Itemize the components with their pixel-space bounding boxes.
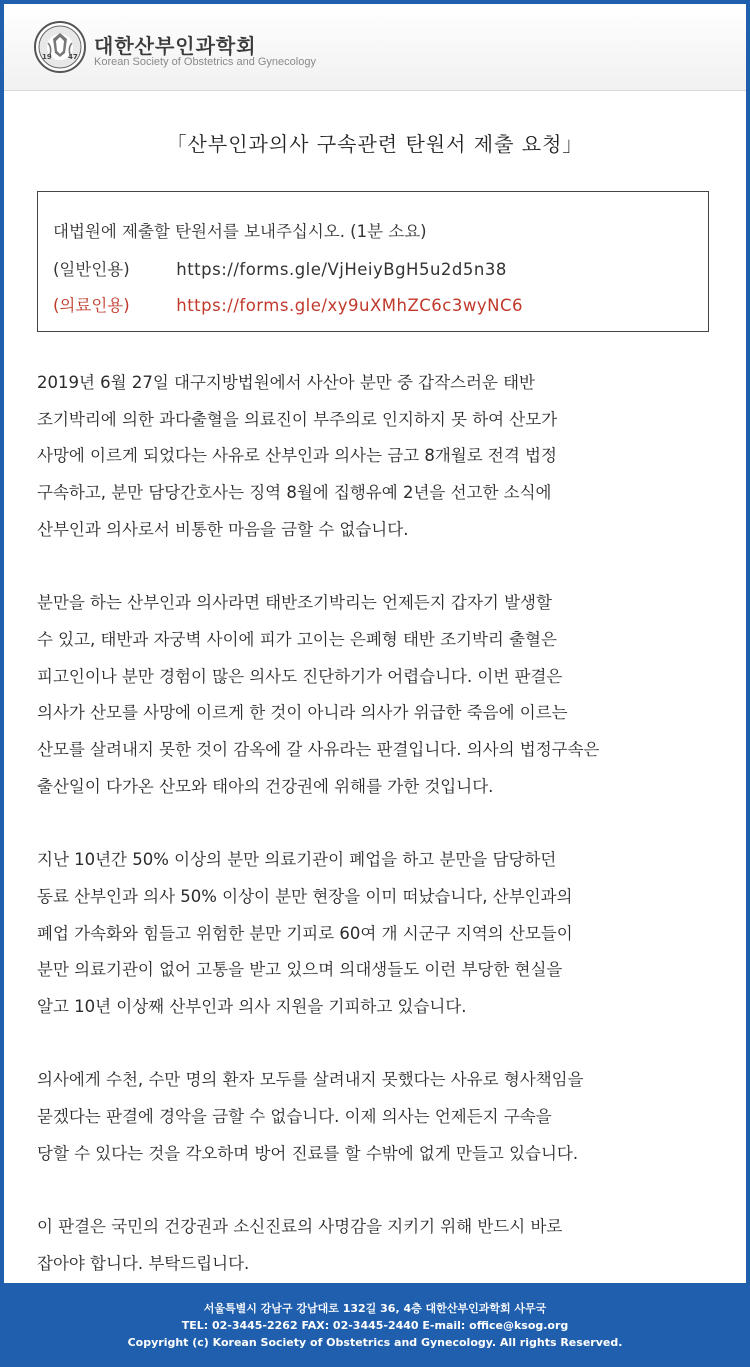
paragraph-line: 의사가 산모를 사망에 이르게 한 것이 아니라 의사가 위급한 죽음에 이르는	[37, 703, 568, 723]
society-name-english: Korean Society of Obstetrics and Gynecology	[94, 56, 316, 68]
paragraph-line: 알고 10년 이상째 산부인과 의사 지원을 기피하고 있습니다.	[37, 996, 467, 1016]
paragraph-line: 의사에게 수천, 수만 명의 환자 모두를 살려내지 못했다는 사유로 형사책임을	[37, 1070, 584, 1090]
paragraph-line: 분만을 하는 산부인과 의사라면 태반조기박리는 언제든지 갑자기 발생할	[37, 593, 552, 613]
paragraph	[37, 585, 719, 805]
page-title: 「산부인과의사 구속관련 탄원서 제출 요청」	[166, 132, 584, 156]
petition-notice-box	[37, 191, 709, 332]
seal-year-right: 47	[68, 53, 78, 61]
paragraph-line: 사망에 이르게 되었다는 사유로 산부인과 의사는 금고 8개월로 전격 법정	[37, 446, 557, 466]
letter-card	[4, 4, 746, 1283]
footer-copyright: Copyright (c) Korean Society of Obstetrics and Gynecology. All rights Reserved.	[127, 1336, 623, 1349]
society-seal-logo	[34, 21, 86, 73]
paragraph-line: 지난 10년간 50% 이상의 분만 의료기관이 폐업을 하고 분만을 담당하던	[37, 850, 557, 870]
general-petition-link[interactable]: https://forms.gle/VjHeiyBgH5u2d5n38	[176, 260, 507, 279]
paragraph	[37, 842, 719, 1026]
paragraph-line: 폐업 가속화와 힘들고 위험한 분만 기피로 60여 개 시군구 지역의 산모들이	[37, 923, 573, 943]
paragraph	[37, 365, 719, 549]
paragraph-line: 분만 의료기관이 없어 고통을 받고 있으며 의대생들도 이런 부당한 현실을	[37, 960, 563, 980]
header	[4, 4, 746, 91]
footer-address: 서울특별시 강남구 강남대로 132길 36, 4층 대한산부인과학회 사무국	[203, 1302, 547, 1315]
medical-petition-row	[53, 292, 523, 316]
paragraph-line: 동료 산부인과 의사 50% 이상이 분만 현장을 이미 떠났습니다, 산부인과의	[37, 886, 573, 906]
footer-contact: TEL: 02-3445-2262 FAX: 02-3445-2440 E-mail: office@ksog.org	[181, 1319, 569, 1332]
paragraph-line: 수 있고, 태반과 자궁벽 사이에 피가 고이는 은폐형 태반 조기박리 출혈은	[37, 629, 557, 649]
paragraph-line: 당할 수 있다는 것을 각오하며 방어 진료를 할 수밖에 없게 만들고 있습니다.	[37, 1143, 579, 1163]
paragraph-line: 이 판결은 국민의 건강권과 소신진료의 사명감을 지키기 위해 반드시 바로	[37, 1217, 563, 1237]
paragraph-line: 묻겠다는 판결에 경악을 금할 수 없습니다. 이제 의사는 언제든지 구속을	[37, 1107, 552, 1127]
paragraph-line: 구속하고, 분만 담당간호사는 징역 8월에 집행유예 2년을 선고한 소식에	[37, 483, 552, 503]
paragraph-line: 피고인이나 분만 경험이 많은 의사도 진단하기가 어렵습니다. 이번 판결은	[37, 666, 563, 686]
paragraph	[37, 1209, 719, 1282]
paragraph	[37, 1062, 719, 1172]
medical-petition-link[interactable]: https://forms.gle/xy9uXMhZC6c3wyNC6	[176, 296, 523, 315]
society-name-korean: 대한산부인과학회	[94, 34, 257, 58]
medical-label: (의료인용)	[53, 296, 130, 315]
paragraph-line: 산부인과 의사로서 비통한 마음을 금할 수 없습니다.	[37, 519, 409, 539]
petition-body	[37, 365, 719, 1319]
seal-emblem-icon	[36, 23, 84, 71]
notice-instruction: 대법원에 제출할 탄원서를 보내주십시오. (1분 소요)	[53, 222, 427, 241]
paragraph-line: 잡아야 합니다. 부탁드립니다.	[37, 1253, 250, 1273]
general-label: (일반인용)	[53, 260, 130, 279]
general-petition-row	[53, 256, 507, 280]
seal-year-left: 19	[42, 53, 52, 61]
paragraph-line: 2019년 6월 27일 대구지방법원에서 사산아 분만 중 갑작스러운 태반	[37, 373, 535, 392]
paragraph-line: 출산일이 다가온 산모와 태아의 건강권에 위해를 가한 것입니다.	[37, 776, 494, 796]
paragraph-line: 조기박리에 의한 과다출혈을 의료진이 부주의로 인지하지 못 하여 산모가	[37, 409, 558, 429]
paragraph-line: 산모를 살려내지 못한 것이 감옥에 갈 사유라는 판결입니다. 의사의 법정구속은	[37, 740, 600, 760]
footer	[0, 1300, 750, 1367]
